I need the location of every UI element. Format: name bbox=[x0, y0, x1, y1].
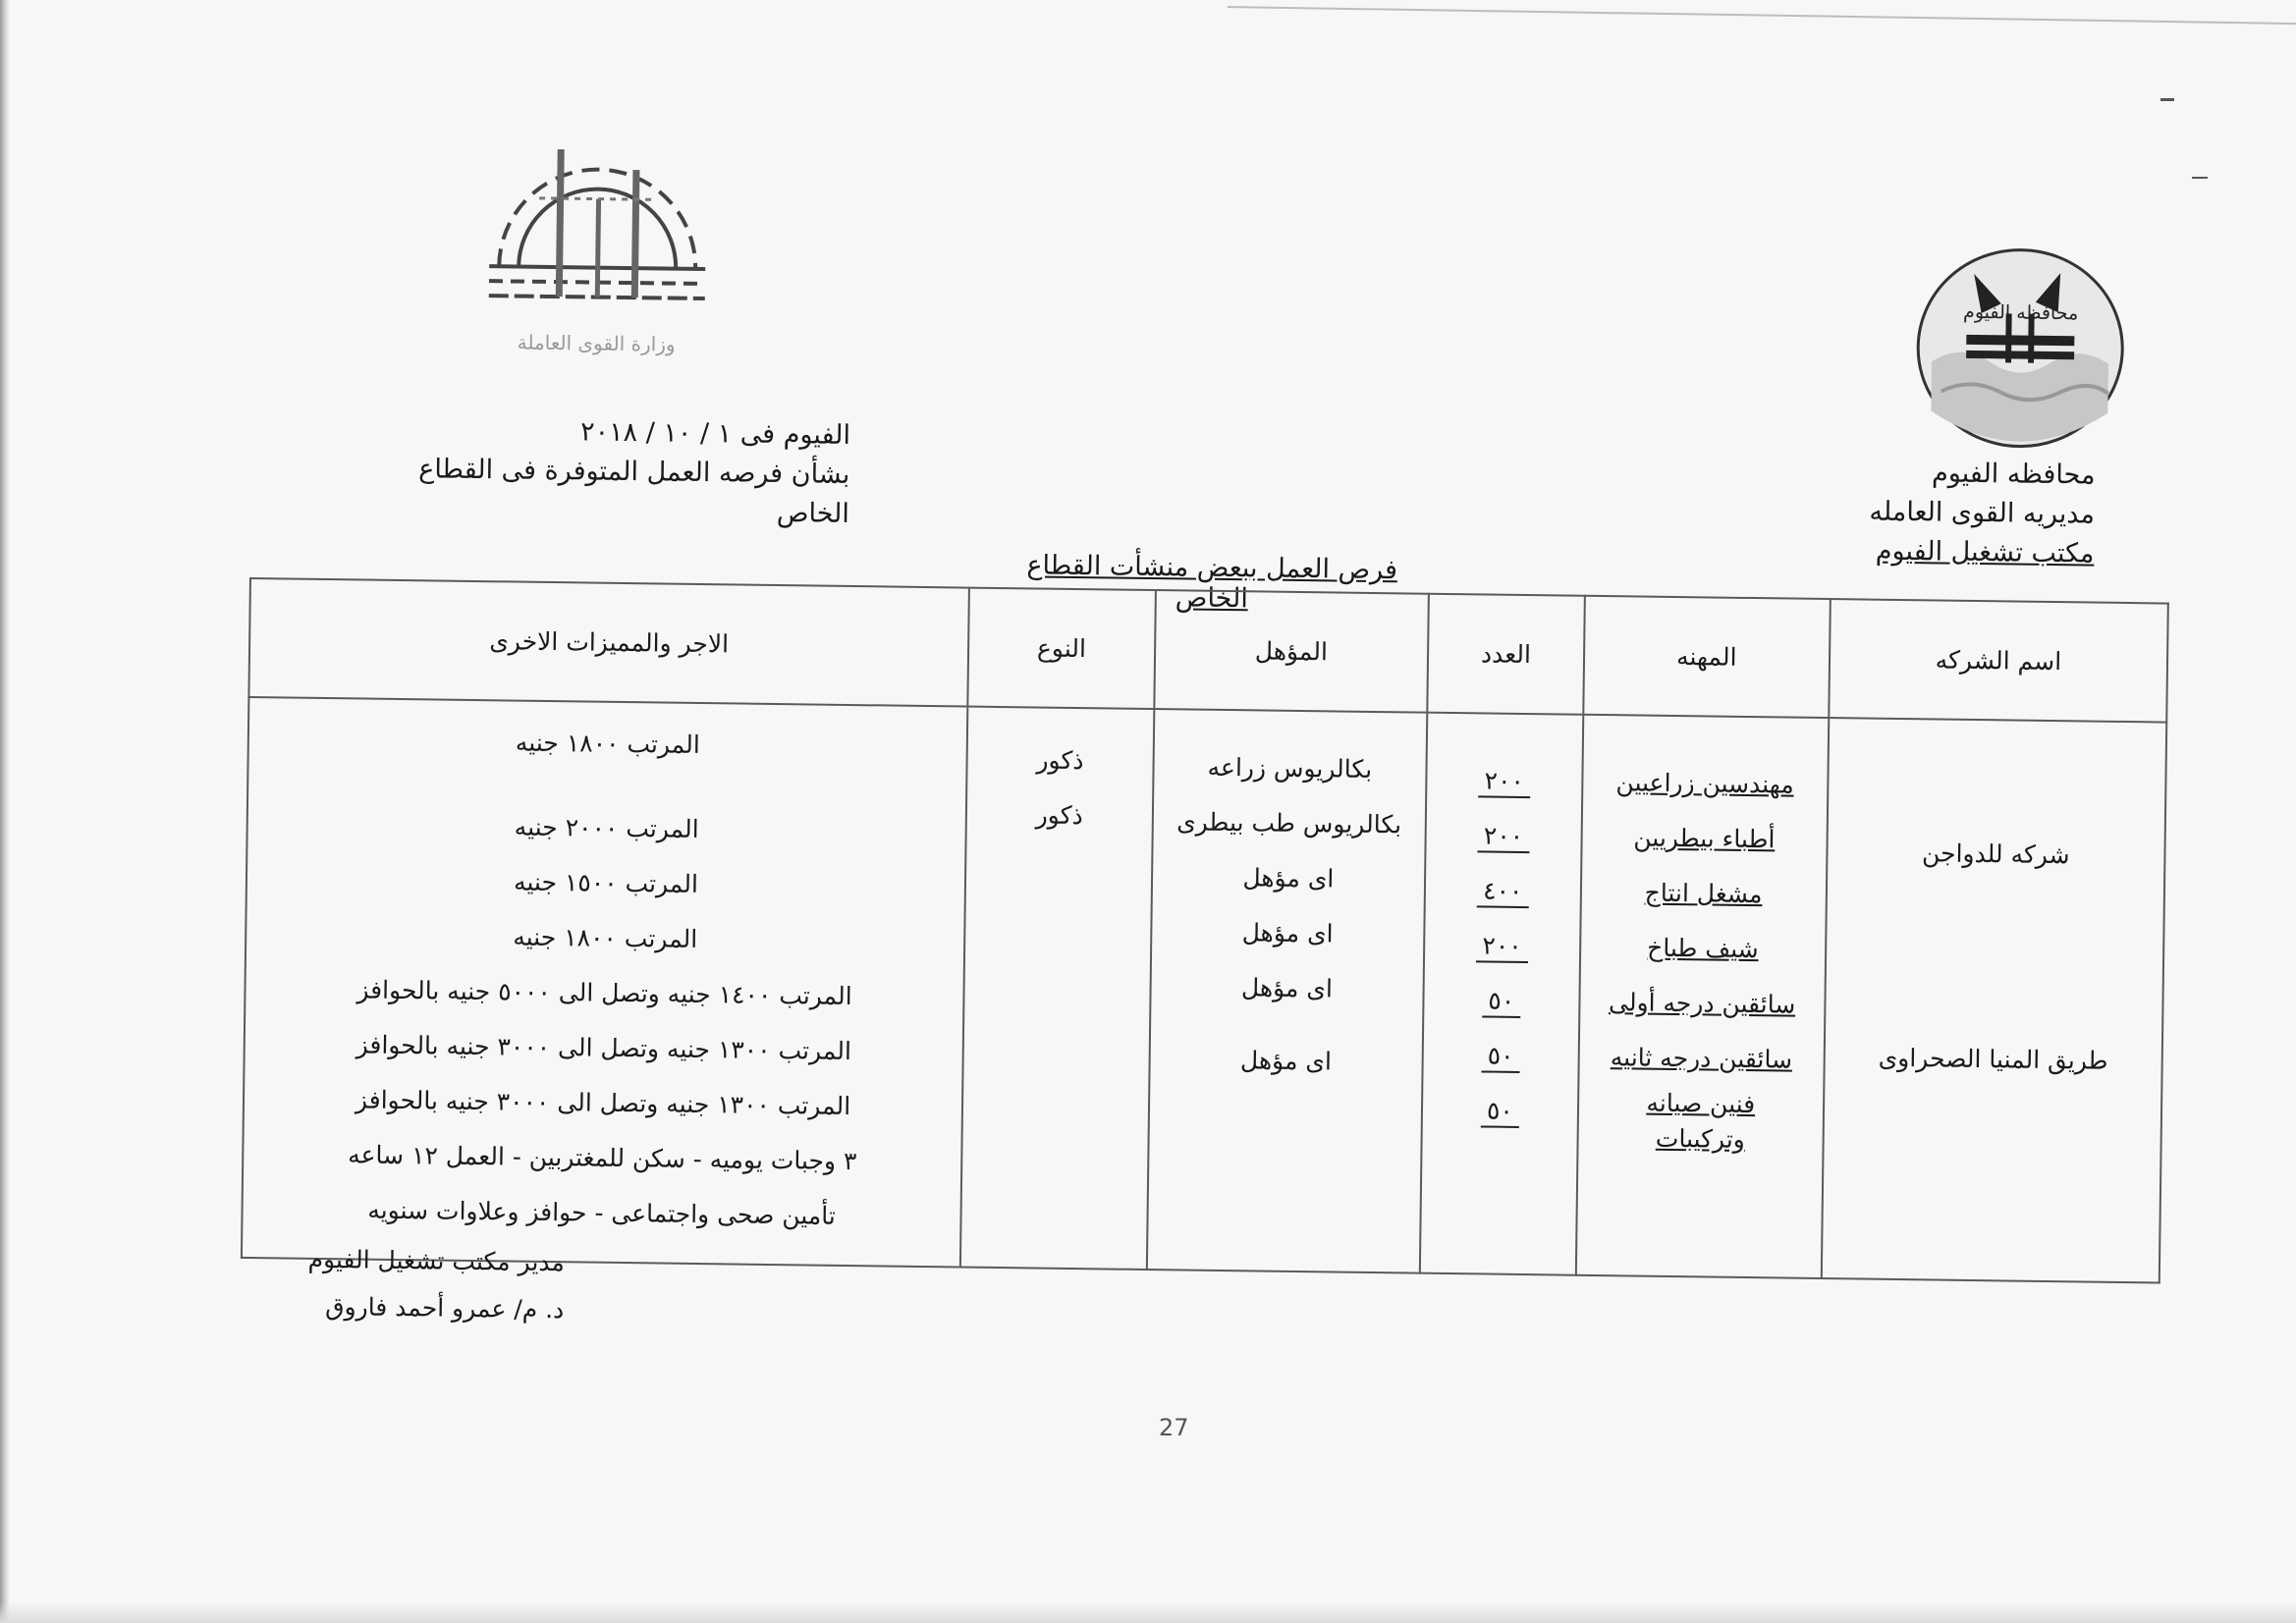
job-title: وتركيبات bbox=[1655, 1123, 1746, 1154]
qualification: اى مؤهل bbox=[1239, 1046, 1333, 1076]
job-title: سائقين درجه أولى bbox=[1608, 988, 1796, 1019]
job-count: ٢٠٠ bbox=[1428, 753, 1580, 810]
header-qualification: المؤهل bbox=[1154, 590, 1429, 713]
table-row bbox=[242, 697, 2166, 1283]
header-count: العدد bbox=[1427, 594, 1584, 715]
wage-line: المرتب ١٥٠٠ جنيه bbox=[513, 867, 699, 898]
date-subject-header bbox=[339, 409, 851, 534]
job-title: فنين صيانه bbox=[1646, 1088, 1756, 1119]
job-count: ٢٠٠ bbox=[1426, 918, 1578, 975]
job-title: سائقين درجه ثانيه bbox=[1610, 1043, 1793, 1074]
gender-cell bbox=[960, 707, 1154, 1270]
gender: ذكور bbox=[1035, 800, 1083, 831]
job-title: مشغل انتاج bbox=[1644, 878, 1763, 909]
qualification-cell bbox=[1146, 709, 1427, 1273]
signatory-name: د. م/ عمرو أحمد فاروق bbox=[325, 1292, 565, 1325]
benefits-line: ٣ وجبات يوميه - سكن للمغتربين - العمل ١٢ ساعه bbox=[348, 1140, 857, 1176]
ministry-logo-text: وزارة القوى العاملة bbox=[517, 330, 676, 356]
qualification: اى مؤهل bbox=[1240, 973, 1334, 1003]
job-opportunities-table bbox=[241, 577, 2169, 1284]
table-title: فرص العمل ببعض منشأت القطاع الخاص bbox=[1026, 550, 1398, 615]
issuer-header bbox=[1869, 454, 2096, 574]
gender: ذكور bbox=[1036, 745, 1084, 776]
office-name: مكتب تشغيل الفيوم bbox=[1875, 535, 2095, 569]
wage-cell bbox=[242, 697, 967, 1268]
wage-line: المرتب ١٤٠٠ جنيه وتصل الى ٥٠٠٠ جنيه بالحوافز bbox=[356, 975, 852, 1011]
wage-line: المرتب ١٨٠٠ جنيه bbox=[513, 922, 698, 953]
governorate-seal bbox=[1911, 243, 2130, 453]
governorate-name: محافظه الفيوم bbox=[1931, 458, 2096, 491]
header-company: اسم الشركه bbox=[1829, 599, 2168, 722]
qualification: اى مؤهل bbox=[1241, 918, 1334, 948]
wage-line: المرتب ٢٠٠٠ جنيه bbox=[514, 812, 699, 843]
wage-line: المرتب ١٣٠٠ جنيه وتصل الى ٣٠٠٠ جنيه بالحوافز bbox=[355, 1085, 851, 1121]
header-gender: النوع bbox=[967, 588, 1155, 709]
count-cell bbox=[1420, 713, 1583, 1275]
header-wage: الاجر والمميزات الاخرى bbox=[248, 578, 969, 707]
job-title: أطباء بيطريين bbox=[1633, 823, 1776, 854]
job-count: ٥٠ bbox=[1425, 973, 1577, 1030]
job-count: ٢٠٠ bbox=[1427, 808, 1579, 865]
company-name: طريق المنيا الصحراوى bbox=[1878, 1043, 2108, 1075]
subject-line: بشأن فرصه العمل المتوفرة فى القطاع الخاص bbox=[417, 454, 850, 529]
company-name: شركه للدواجن bbox=[1921, 839, 2070, 870]
job-count: ٥٠ bbox=[1424, 1028, 1576, 1085]
job-title: شيف طباخ bbox=[1646, 933, 1759, 964]
benefits-line: تأمين صحى واجتماعى - حوافز وعلاوات سنويه bbox=[367, 1195, 837, 1230]
signature-block bbox=[279, 1235, 565, 1333]
qualification: بكالريوس طب بيطرى bbox=[1175, 807, 1402, 839]
page-number: 27 bbox=[1159, 1414, 1189, 1441]
date-line: الفيوم فى ١ / ١٠ / ٢٠١٨ bbox=[579, 416, 851, 451]
seal-text: محافظه الفيوم bbox=[1962, 300, 2079, 325]
fayoum-governorate-seal-icon bbox=[1911, 243, 2130, 453]
wage-line: المرتب ١٣٠٠ جنيه وتصل الى ٣٠٠٠ جنيه بالحوافز bbox=[355, 1030, 852, 1066]
job-count: ٤٠٠ bbox=[1427, 863, 1579, 920]
qualification: بكالريوس زراعه bbox=[1207, 752, 1373, 784]
job-title: مهندسين زراعيين bbox=[1615, 768, 1794, 799]
header-job: المهنه bbox=[1583, 596, 1831, 718]
job-count: ٥٠ bbox=[1424, 1083, 1576, 1140]
signatory-title: مدير مكتب تشغيل الفيوم bbox=[307, 1244, 566, 1277]
job-cell bbox=[1575, 715, 1829, 1278]
company-cell bbox=[1822, 718, 2167, 1282]
wage-line: المرتب ١٨٠٠ جنيه bbox=[515, 728, 700, 760]
qualification: اى مؤهل bbox=[1242, 863, 1335, 893]
directorate-name: مديريه القوى العامله bbox=[1869, 496, 2096, 530]
ministry-logo bbox=[478, 119, 717, 367]
